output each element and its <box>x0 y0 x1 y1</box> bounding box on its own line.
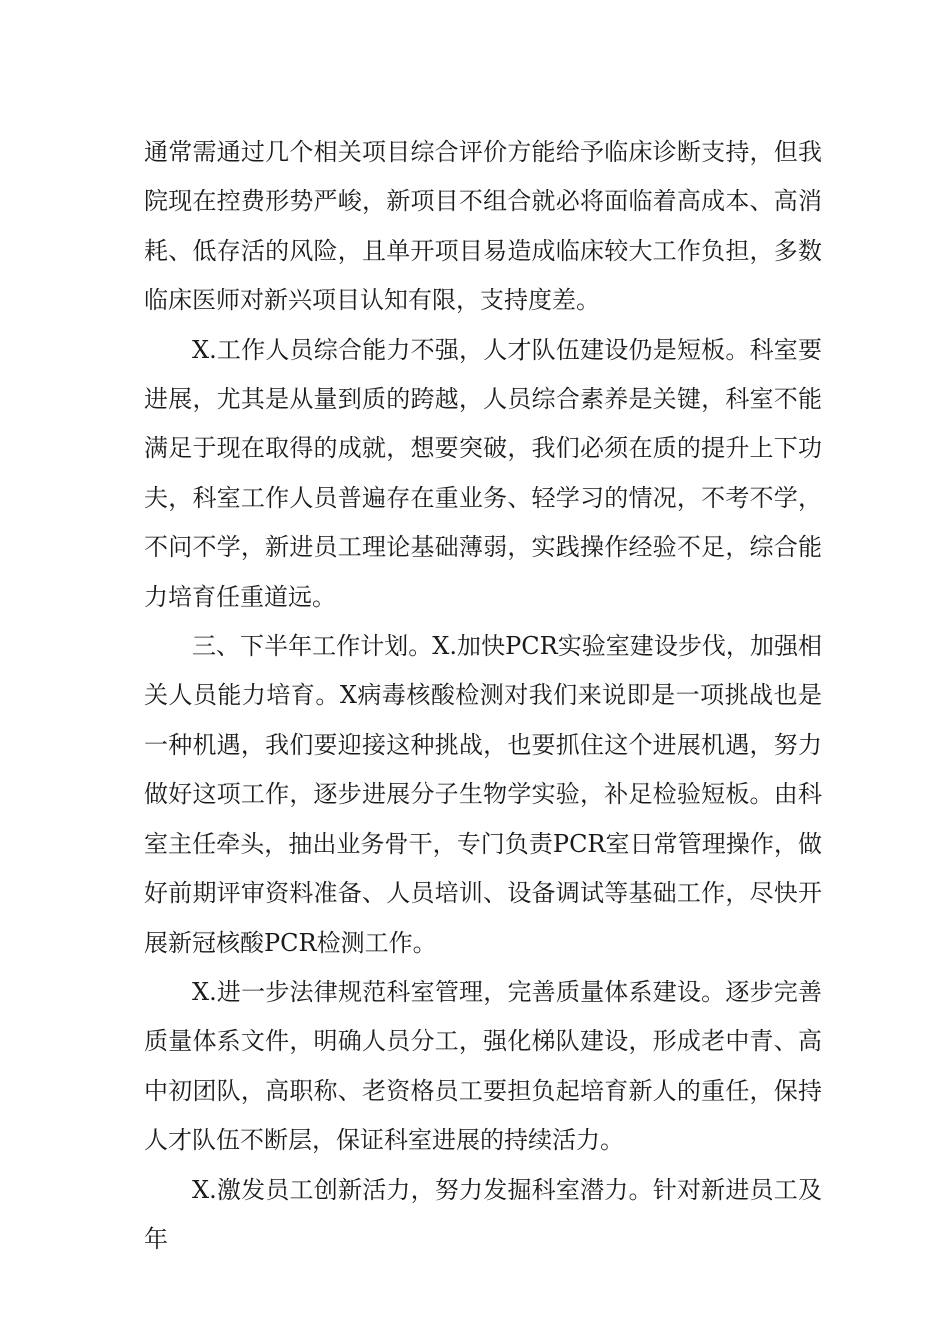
paragraph-1: 通常需通过几个相关项目综合评价方能给予临床诊断支持，但我院现在控费形势严峻，新项目不组合就必将面临着高成本、高消耗、低存活的风险，且单开项目易造成临床较大工作负担，多数临床医师对新兴项目认知有限，支持度差。 <box>144 138 822 315</box>
document-body <box>144 128 822 1264</box>
paragraph-3: 三、下半年工作计划。X.加快PCR实验室建设步伐，加强相关人员能力培育。X病毒核酸检测对我们来说即是一项挑战也是一种机遇，我们要迎接这种挑战，也要抓住这个进展机遇，努力做好这项工作，逐步进展分子生物学实验，补足检验短板。由科室主任牵头，抽出业务骨干，专门负责PCR室日常管理操作，做好前期评审资料准备、人员培训、设备调试等基础工作，尽快开展新冠核酸PCR检测工作。 <box>144 632 822 957</box>
paragraph-5: X.激发员工创新活力，努力发掘科室潜力。针对新进员工及年 <box>144 1175 822 1253</box>
paragraph-4: X.进一步法律规范科室管理，完善质量体系建设。逐步完善质量体系文件，明确人员分工，强化梯队建设，形成老中青、高中初团队，高职称、老资格员工要担负起培育新人的重任，保持人才队伍不断层，保证科室进展的持续活力。 <box>144 977 822 1155</box>
paragraph-2: X.工作人员综合能力不强，人才队伍建设仍是短板。科室要进展，尤其是从量到质的跨越，人员综合素养是关键，科室不能满足于现在取得的成就，想要突破，我们必须在质的提升上下功夫，科室工作人员普遍存在重业务、轻学习的情况，不考不学，不问不学，新进员工理论基础薄弱，实践操作经验不足，综合能力培育任重道远。 <box>144 335 822 611</box>
